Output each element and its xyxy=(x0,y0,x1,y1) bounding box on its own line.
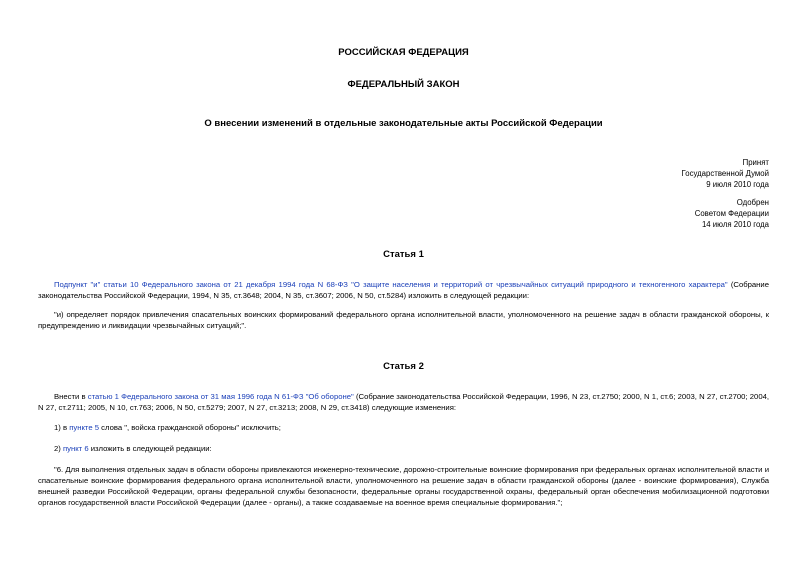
country-heading: РОССИЙСКАЯ ФЕДЕРАЦИЯ xyxy=(338,47,469,58)
article-2-heading: Статья 2 xyxy=(383,361,424,372)
approved-label: Одобрен xyxy=(736,198,769,207)
article-1-heading: Статья 1 xyxy=(383,249,424,260)
law-68-fz-link[interactable]: Подпункт "и" статьи 10 Федерального закона от 21 декабря 1994 года N 68-ФЗ "О защите населения и территорий от чрезвычайных ситуаций природного и техногенного характера" xyxy=(54,280,728,289)
article-1-paragraph-2: "и) определяет порядок привлечения спасательных воинских формирований федерального органа исполнительной власти, уполномоченного на решение задач в области гражданской обороны, к предупреждению и ликвидации чрезвычайных ситуаций;". xyxy=(38,310,769,330)
adopted-label: Принят xyxy=(742,158,769,167)
approved-body: Советом Федерации xyxy=(694,209,769,218)
article-2-paragraph-4: "6. Для выполнения отдельных задач в области обороны привлекаются инженерно-технические, дорожно-строительные воинские формирования при федеральных органах исполнительной власти и спасательные воинские формирования федерального органа исполнительной власти, уполномоченного на решение задач в области гражданской обороны (далее - воинские формирования), Служба внешней разведки Российской Федерации, органы федеральной службы безопасности, федеральные органы государственной охраны, федеральный орган обеспечения мобилизационной подготовки органов государственной власти Российской Федерации (далее - органы), а также создаваемые на военное время специальные формирования."; xyxy=(38,465,769,507)
article-2-paragraph-1-text: (Собрание законодательства Российской Федерации, 1996, N 23, ст.2750; 2000, N 1, ст.6; 2003, N 27, ст.2700; 2004, N 27, ст.2711; 2005, N 10, ст.763; 2006, N 50, ст.5279; 2007, N 27, ст.3213; 2008, N 29, ст.3418) следующие изменения: xyxy=(38,392,770,412)
article-2-paragraph-1 xyxy=(38,391,769,413)
document-page xyxy=(38,0,769,571)
point-5-link[interactable]: пункте 5 xyxy=(69,423,100,432)
item-1-prefix: 1) в xyxy=(54,423,70,432)
doc-type-heading: ФЕДЕРАЛЬНЫЙ ЗАКОН xyxy=(347,79,460,90)
article-2-paragraph-1-prefix: Внести в xyxy=(54,392,88,401)
item-2-text: изложить в следующей редакции: xyxy=(88,444,212,453)
approved-date: 14 июля 2010 года xyxy=(701,220,769,229)
item-2-prefix: 2) xyxy=(54,444,63,453)
law-61-fz-link[interactable]: статью 1 Федерального закона от 31 мая 1996 года N 61-ФЗ "Об обороне" xyxy=(87,392,354,401)
adopted-block xyxy=(682,157,769,190)
adopted-body: Государственной Думой xyxy=(681,169,769,178)
law-title: О внесении изменений в отдельные законодательные акты Российской Федерации xyxy=(204,118,603,129)
article-2-item-2 xyxy=(38,443,769,454)
adopted-date: 9 июля 2010 года xyxy=(706,180,769,189)
article-2-item-1 xyxy=(38,422,769,433)
article-1-paragraph-1-text: (Собрание законодательства Российской Федерации, 1994, N 35, ст.3648; 2004, N 35, ст.3607; 2006, N 50, ст.5284) изложить в следующей редакции: xyxy=(38,280,769,300)
approved-block xyxy=(695,197,769,230)
article-1-paragraph-1 xyxy=(38,279,769,301)
point-6-link[interactable]: пункт 6 xyxy=(62,444,89,453)
item-1-text: слова ", войска гражданской обороны" исключить; xyxy=(99,423,281,432)
